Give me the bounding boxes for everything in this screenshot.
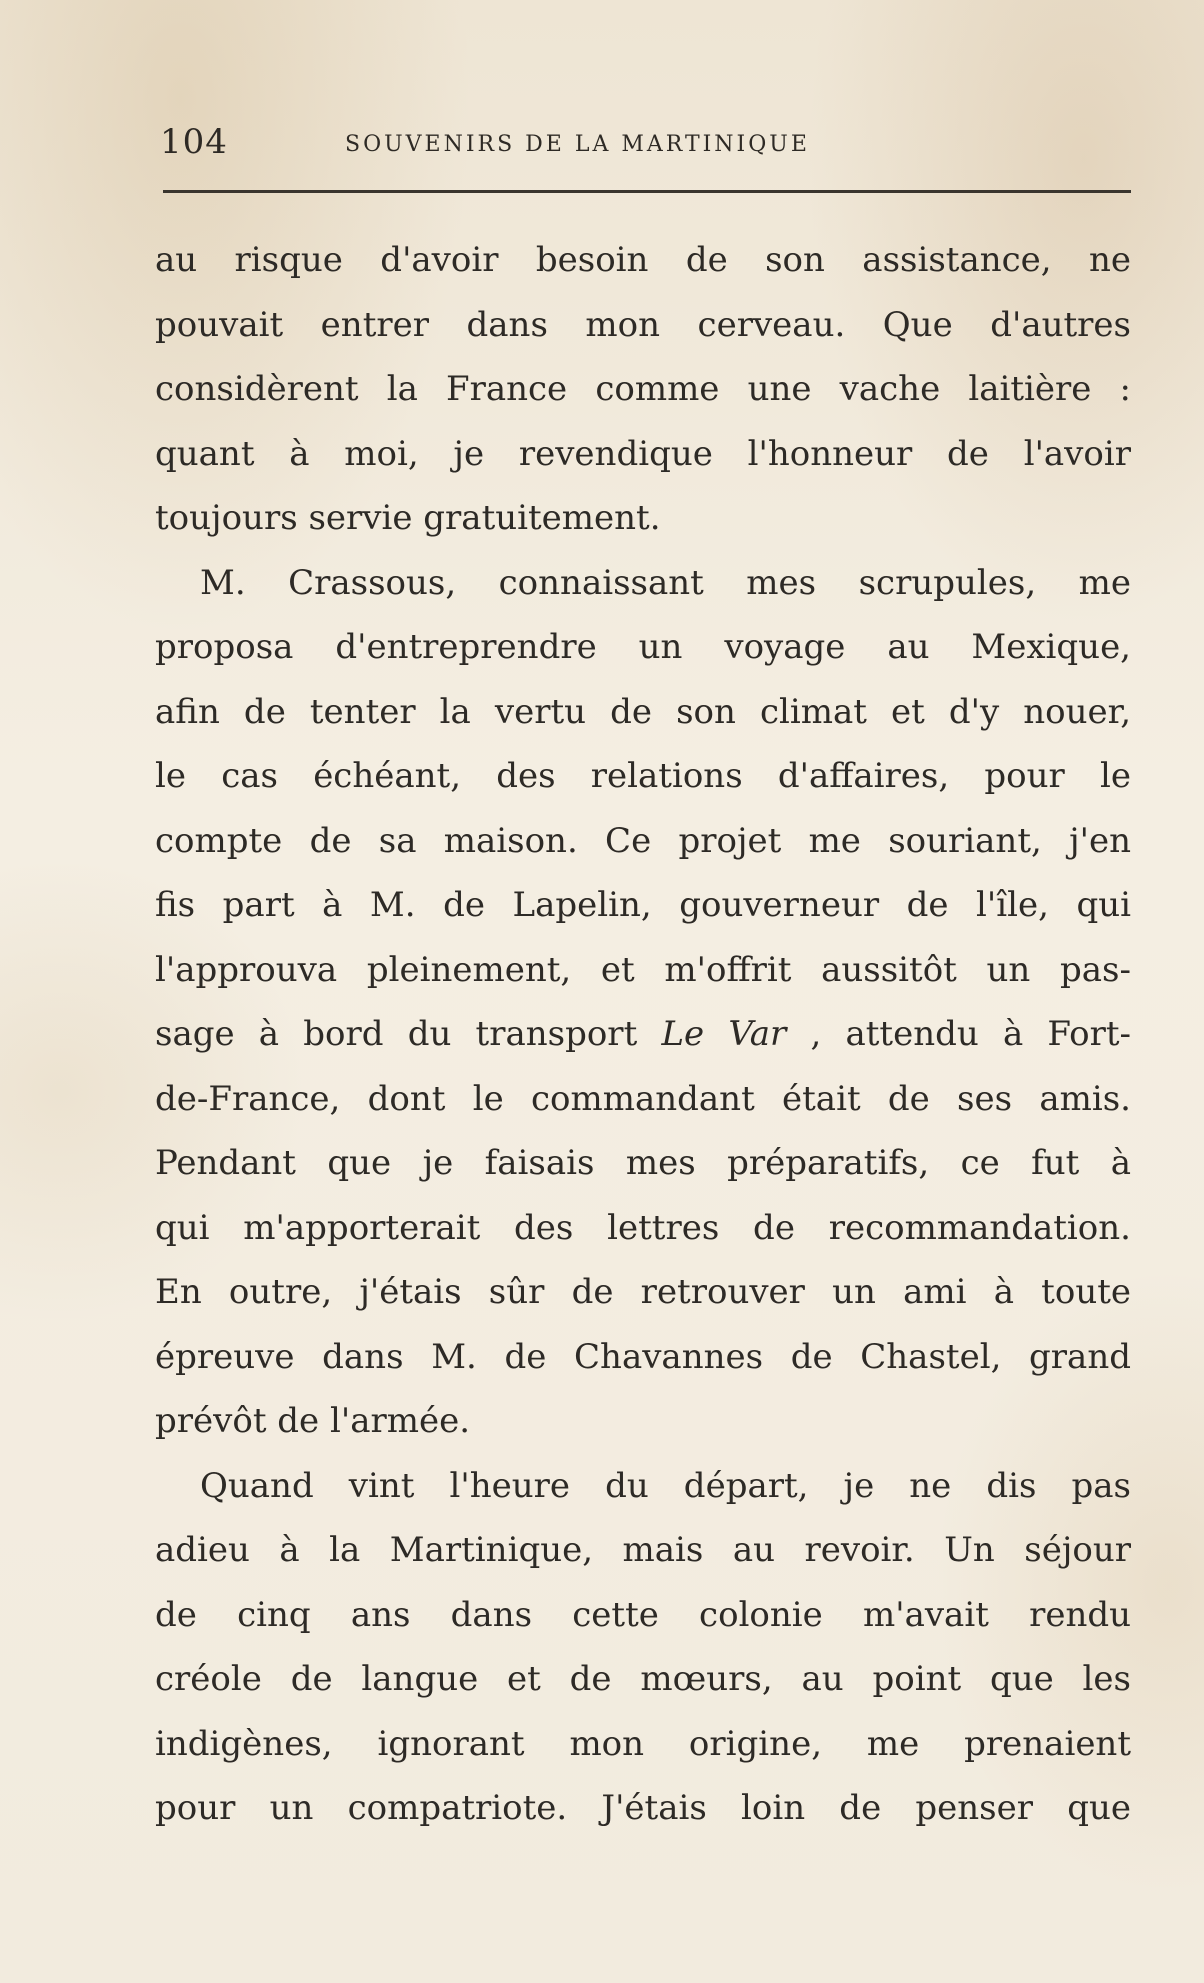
text-line: pour un compatriote. J'étais loin de penser que — [155, 1788, 1131, 1828]
page-header — [0, 122, 1204, 172]
text-line: indigènes, ignorant mon origine, me prenaient — [155, 1723, 1131, 1764]
text-line: quant à moi, je revendique l'honneur de l'avoir — [155, 433, 1131, 474]
text-line: prévôt de l'armée. — [155, 1401, 471, 1441]
header-rule — [163, 190, 1131, 193]
text-line: M. Crassous, connaissant mes scrupules, me — [200, 562, 1131, 603]
text-line: Quand vint l'heure du départ, je ne dis pas — [200, 1465, 1131, 1506]
text-line: Pendant que je faisais mes préparatifs, ce fut à — [155, 1143, 1131, 1183]
text-line: de-France, dont le commandant était de ses amis. — [155, 1078, 1131, 1119]
page-number: 104 — [160, 122, 228, 162]
text-segment: sage à bord du transport — [155, 1014, 638, 1054]
body-text — [155, 228, 1131, 1841]
text-line: afin de tenter la vertu de son climat et d'y nouer, — [155, 691, 1131, 732]
text-line: au risque d'avoir besoin de son assistance, ne — [155, 240, 1131, 280]
text-line: l'approuva pleinement, et m'offrit aussitôt un pas- — [155, 949, 1131, 990]
text-line: épreuve dans M. de Chavannes de Chastel, grand — [155, 1336, 1131, 1377]
text-line-with-italic — [155, 1002, 1131, 1067]
text-line: fis part à M. de Lapelin, gouverneur de l'île, qui — [155, 885, 1131, 925]
text-line: de cinq ans dans cette colonie m'avait rendu — [155, 1594, 1131, 1635]
text-segment: , attendu à Fort- — [810, 1014, 1132, 1054]
text-line: créole de langue et de mœurs, au point que les — [155, 1659, 1131, 1699]
text-line: proposa d'entreprendre un voyage au Mexique, — [155, 627, 1131, 667]
text-line: considèrent la France comme une vache laitière : — [155, 369, 1131, 409]
italic-ship-name: Le Var — [661, 1014, 787, 1054]
text-line: pouvait entrer dans mon cerveau. Que d'autres — [155, 304, 1131, 345]
text-line: compte de sa maison. Ce projet me souriant, j'en — [155, 820, 1131, 861]
text-line: En outre, j'étais sûr de retrouver un ami à toute — [155, 1272, 1131, 1312]
text-line: toujours servie gratuitement. — [155, 498, 661, 538]
running-head: SOUVENIRS DE LA MARTINIQUE — [345, 132, 810, 157]
text-line: adieu à la Martinique, mais au revoir. Un séjour — [155, 1530, 1131, 1570]
text-line: le cas échéant, des relations d'affaires, pour le — [155, 756, 1131, 796]
text-line: qui m'apporterait des lettres de recommandation. — [155, 1207, 1131, 1248]
